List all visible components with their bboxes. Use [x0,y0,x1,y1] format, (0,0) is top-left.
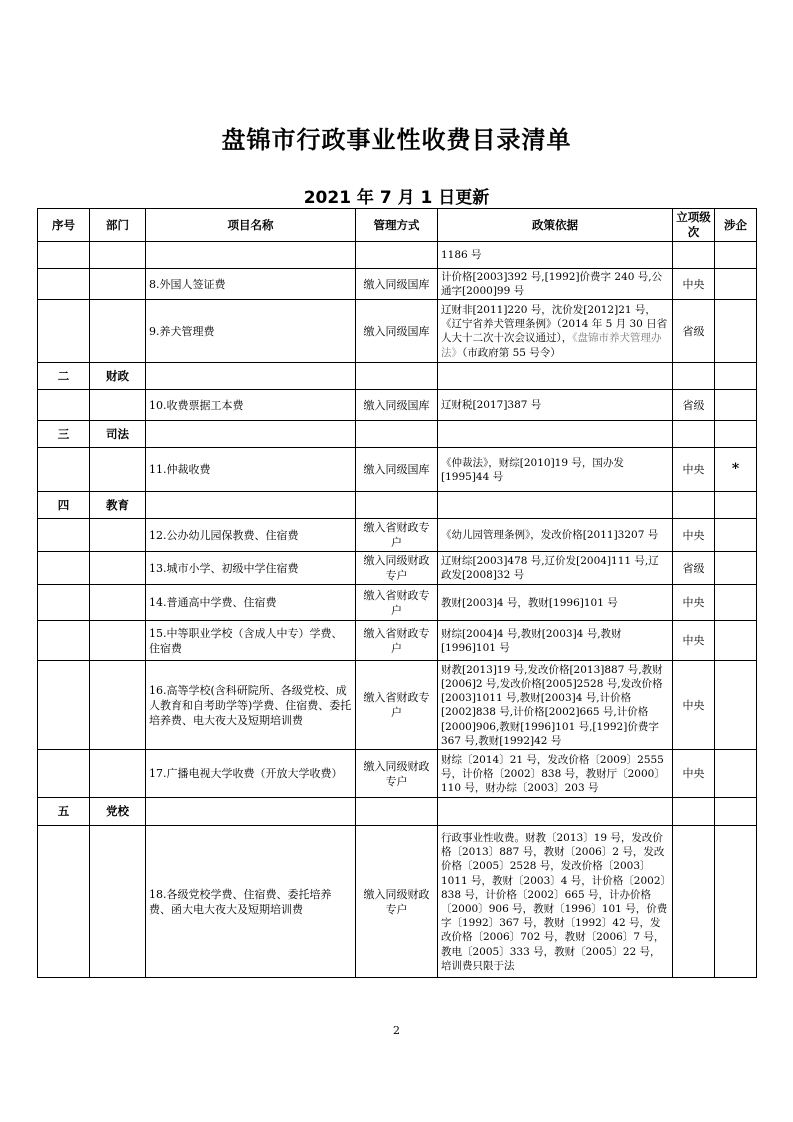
department-cell [90,242,146,269]
policy-basis-cell [438,585,673,621]
document-title: 盘锦市行政事业性收费目录清单 [221,126,572,154]
item-name-cell: 17.广播电视大学收费（开放大学收费） [146,750,356,798]
enterprise-cell: * [715,448,757,492]
table-row [38,300,757,363]
enterprise-cell [715,242,757,269]
table-row [38,826,757,978]
enterprise-cell [715,390,757,421]
department-cell [90,621,146,661]
seq-cell [38,750,90,798]
table-header-row [38,209,757,242]
empty-cell [715,492,757,519]
policy-text: 辽财非[2011]220 号，沈价发[2012]21 号，《辽宁省养犬管理条例》（2014 年 5 月 30 日省人大十二次十次会议通过）， [441,304,668,345]
item-name-cell: 10.收费票据工本费 [146,390,356,421]
empty-cell [146,492,356,519]
management-cell: 缴入同级国库 [356,448,438,492]
level-cell: 中央 [673,621,715,661]
department-cell [90,552,146,585]
management-cell: 缴入同级财政专户 [356,826,438,978]
level-cell: 中央 [673,448,715,492]
header-department: 部门 [90,209,146,242]
table-row [38,390,757,421]
empty-cell [438,363,673,390]
empty-cell [715,363,757,390]
management-cell: 缴入同级国库 [356,300,438,363]
section-number: 五 [38,798,90,826]
section-row [38,421,757,448]
enterprise-cell [715,269,757,300]
department-cell [90,448,146,492]
enterprise-cell [715,621,757,661]
enterprise-cell [715,552,757,585]
empty-cell [438,421,673,448]
enterprise-cell [715,300,757,363]
policy-highlight-text: 《盘锦市养犬管理办法》 [441,332,662,359]
policy-tail-text: （市政府第 55 号令） [462,346,561,359]
policy-text: 计价格[2003]392 号,[1992]价费字 240 号,公通字[2000]99 号 [441,271,663,298]
fee-catalog-table [37,208,757,978]
seq-cell [38,519,90,552]
management-cell: 缴入同级财政专户 [356,750,438,798]
policy-basis-cell [438,269,673,300]
management-cell: 缴入省财政专户 [356,661,438,750]
item-name-cell: 16.高等学校(含科研院所、各级党校、成人教育和自考助学等)学费、住宿费、委托培养费、电大夜大及短期培训费 [146,661,356,750]
seq-cell [38,585,90,621]
enterprise-cell [715,826,757,978]
section-department: 党校 [90,798,146,826]
empty-cell [356,798,438,826]
seq-cell [38,448,90,492]
policy-basis-cell [438,242,673,269]
policy-text: 教财[2003]4 号，教财[1996]101 号 [441,596,618,609]
management-cell: 缴入省财政专户 [356,621,438,661]
item-name-cell [146,242,356,269]
management-cell: 缴入同级财政专户 [356,552,438,585]
seq-cell [38,552,90,585]
empty-cell [673,421,715,448]
empty-cell [673,798,715,826]
item-name-cell: 18.各级党校学费、住宿费、委托培养费、函大电大夜大及短期培训费 [146,826,356,978]
table-row [38,519,757,552]
level-cell: 中央 [673,750,715,798]
management-cell: 缴入同级国库 [356,269,438,300]
header-management: 管理方式 [356,209,438,242]
item-name-cell: 8.外国人签证费 [146,269,356,300]
section-department: 财政 [90,363,146,390]
policy-basis-cell [438,661,673,750]
department-cell [90,519,146,552]
empty-cell [146,421,356,448]
section-number: 二 [38,363,90,390]
header-item-name: 项目名称 [146,209,356,242]
page-number: 2 [393,1024,400,1037]
policy-text: 行政事业性收费。财教〔2013〕19 号，发改价格〔2013〕887 号，教财〔2006〕2 号，发改价格〔2005〕2528 号，发改价格〔2003〕1011 号，教财〔2003〕4 号，计价格〔2002〕838 号，计价格〔2002〕665 号，计办价格〔2000〕906 号，教财〔1996〕101 号，价费字〔1992〕367 号，教财〔1992〕42 号，发改价格〔2006〕702 号，教财〔2006〕7 号，教电〔2005〕333 号，教财〔2005〕22 号，培训费只限于法 [441,831,668,972]
empty-cell [715,798,757,826]
department-cell [90,300,146,363]
enterprise-cell [715,519,757,552]
update-date: 2021 年 7 月 1 日更新 [303,188,490,208]
empty-cell [673,363,715,390]
level-cell: 省级 [673,390,715,421]
empty-cell [356,492,438,519]
management-cell: 缴入省财政专户 [356,585,438,621]
level-cell: 省级 [673,300,715,363]
table-row [38,269,757,300]
policy-text: 《幼儿园管理条例》，发改价格[2011]3207 号 [441,529,659,542]
header-seq: 序号 [38,209,90,242]
management-cell: 缴入同级国库 [356,390,438,421]
level-cell [673,826,715,978]
level-cell: 中央 [673,585,715,621]
section-row [38,363,757,390]
empty-cell [146,363,356,390]
department-cell [90,585,146,621]
policy-text: 辽财综[2003]478 号,辽价发[2004]111 号,辽政发[2008]32 号 [441,555,659,582]
seq-cell [38,826,90,978]
section-number: 四 [38,492,90,519]
item-name-cell: 13.城市小学、初级中学住宿费 [146,552,356,585]
table-row [38,750,757,798]
level-cell: 中央 [673,661,715,750]
item-name-cell: 11.仲裁收费 [146,448,356,492]
enterprise-cell [715,750,757,798]
empty-cell [438,492,673,519]
department-cell [90,826,146,978]
department-cell [90,390,146,421]
table-row [38,661,757,750]
section-row [38,798,757,826]
table-row [38,552,757,585]
empty-cell [146,798,356,826]
policy-text: 财综〔2014〕21 号，发改价格〔2009〕2555 号，计价格〔2002〕838 号，教财厅〔2000〕110 号，财办综〔2003〕203 号 [441,753,665,794]
header-enterprise: 涉企 [715,209,757,242]
level-cell: 中央 [673,269,715,300]
section-department: 教育 [90,492,146,519]
policy-text: 财综[2004]4 号,教财[2003]4 号,教财[1996]101 号 [441,627,622,654]
seq-cell [38,621,90,661]
table-row [38,585,757,621]
policy-text: 辽财税[2017]387 号 [441,399,542,412]
policy-basis-cell [438,552,673,585]
level-cell: 中央 [673,519,715,552]
policy-text: 1186 号 [441,248,482,261]
level-cell [673,242,715,269]
seq-cell [38,269,90,300]
table-body [38,242,757,978]
level-cell: 省级 [673,552,715,585]
empty-cell [673,492,715,519]
item-name-cell: 9.养犬管理费 [146,300,356,363]
seq-cell [38,242,90,269]
seq-cell [38,661,90,750]
item-name-cell: 15.中等职业学校（含成人中专）学费、住宿费 [146,621,356,661]
management-cell: 缴入省财政专户 [356,519,438,552]
policy-text: 财教[2013]19 号,发改价格[2013]887 号,教财[2006]2 号,发改价格[2005]2528 号,发改价格[2003]1011 号,教财[2003]4 号,计价格[2002]838 号,计价格[2002]665 号,计价格[2000]906,教财[1996]101 号,[1992]价费字 367 号,教财[1992]42 号 [441,663,663,747]
management-cell [356,242,438,269]
department-cell [90,661,146,750]
header-level: 立项级次 [673,209,715,242]
policy-basis-cell [438,390,673,421]
header-policy-basis: 政策依据 [438,209,673,242]
section-department: 司法 [90,421,146,448]
policy-basis-cell [438,300,673,363]
enterprise-cell [715,585,757,621]
table-row [38,242,757,269]
policy-basis-cell [438,448,673,492]
empty-cell [356,363,438,390]
section-number: 三 [38,421,90,448]
policy-basis-cell [438,826,673,978]
empty-cell [715,421,757,448]
empty-cell [438,798,673,826]
seq-cell [38,390,90,421]
section-row [38,492,757,519]
policy-basis-cell [438,519,673,552]
enterprise-cell [715,661,757,750]
empty-cell [356,421,438,448]
department-cell [90,269,146,300]
table-row [38,448,757,492]
item-name-cell: 14.普通高中学费、住宿费 [146,585,356,621]
department-cell [90,750,146,798]
item-name-cell: 12.公办幼儿园保教费、住宿费 [146,519,356,552]
policy-basis-cell [438,621,673,661]
seq-cell [38,300,90,363]
table-row [38,621,757,661]
policy-basis-cell [438,750,673,798]
policy-text: 《仲裁法》，财综[2010]19 号，国办发[1995]44 号 [441,456,624,483]
